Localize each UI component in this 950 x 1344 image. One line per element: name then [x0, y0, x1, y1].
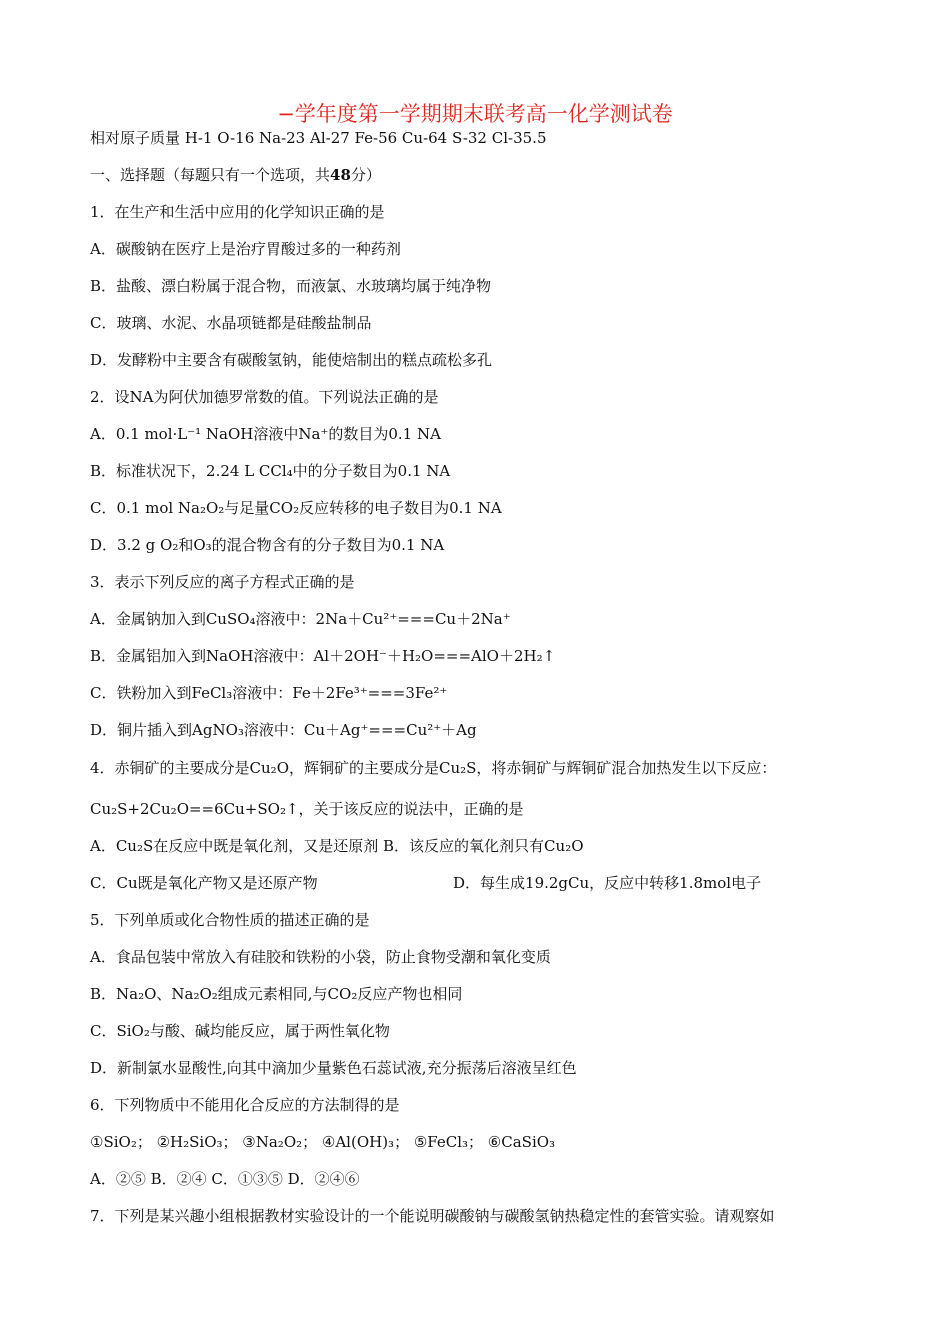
q2-option-c: C．0.1 mol Na₂O₂与足量CO₂反应转移的电子数目为0.1 NA: [90, 499, 502, 517]
section-heading-post: 分）: [350, 166, 381, 184]
q4-option-d: D．每生成19.2gCu，反应中转移1.8mol电子: [453, 874, 762, 892]
question-5: 5．下列单质或化合物性质的描述正确的是: [90, 911, 370, 929]
section-score: 48: [330, 166, 351, 184]
question-1: 1．在生产和生活中应用的化学知识正确的是: [90, 203, 385, 221]
q3-option-a: A．金属钠加入到CuSO₄溶液中：2Na＋Cu²⁺===Cu＋2Na⁺: [90, 610, 511, 628]
q3-option-d: D．铜片插入到AgNO₃溶液中：Cu＋Ag⁺===Cu²⁺＋Ag: [90, 721, 477, 739]
question-4: 4．赤铜矿的主要成分是Cu₂O，辉铜矿的主要成分是Cu₂S，将赤铜矿与辉铜矿混合加热发生以下反应：: [90, 759, 777, 777]
q5-option-a: A．食品包装中常放入有硅胶和铁粉的小袋，防止食物受潮和氧化变质: [90, 948, 551, 966]
q5-option-b: B．Na₂O、Na₂O₂组成元素相同,与CO₂反应产物也相同: [90, 985, 463, 1003]
q1-option-b: B．盐酸、漂白粉属于混合物，而液氯、水玻璃均属于纯净物: [90, 277, 492, 295]
q4-equation: Cu₂S+2Cu₂O==6Cu+SO₂↑，关于该反应的说法中，正确的是: [90, 800, 524, 818]
q2-option-b: B．标准状况下，2.24 L CCl₄中的分子数目为0.1 NA: [90, 462, 451, 480]
q5-option-c: C．SiO₂与酸、碱均能反应，属于两性氧化物: [90, 1022, 390, 1040]
section-heading: [90, 165, 381, 185]
question-2: 2．设NA为阿伏加德罗常数的值。下列说法正确的是: [90, 388, 439, 406]
section-heading-pre: 一、选择题（每题只有一个选项，共: [90, 166, 331, 184]
q4-option-c: C．Cu既是氧化产物又是还原产物: [90, 874, 318, 892]
q3-option-b: B．金属铝加入到NaOH溶液中：Al＋2OH⁻＋H₂O===AlO＋2H₂↑: [90, 647, 556, 665]
question-7: 7．下列是某兴趣小组根据教材实验设计的一个能说明碳酸钠与碳酸氢钠热稳定性的套管实验。请观察如: [90, 1207, 775, 1225]
q1-option-a: A．碳酸钠在医疗上是治疗胃酸过多的一种药剂: [90, 240, 401, 258]
atomic-masses: 相对原子质量 H-1 O-16 Na-23 Al-27 Fe-56 Cu-64 S-32 Cl-35.5: [90, 129, 547, 147]
q2-option-d: D．3.2 g O₂和O₃的混合物含有的分子数目为0.1 NA: [90, 536, 445, 554]
q1-option-c: C．玻璃、水泥、水晶项链都是硅酸盐制品: [90, 314, 372, 332]
question-6: 6．下列物质中不能用化合反应的方法制得的是: [90, 1096, 400, 1114]
q1-option-d: D．发酵粉中主要含有碳酸氢钠，能使焙制出的糕点疏松多孔: [90, 351, 493, 369]
question-3: 3．表示下列反应的离子方程式正确的是: [90, 573, 355, 591]
q2-option-a: A．0.1 mol·L⁻¹ NaOH溶液中Na⁺的数目为0.1 NA: [90, 425, 441, 443]
q5-option-d: D．新制氯水显酸性,向其中滴加少量紫色石蕊试液,充分振荡后溶液呈红色: [90, 1059, 577, 1077]
q6-items: ①SiO₂； ②H₂SiO₃； ③Na₂O₂； ④Al(OH)₃； ⑤FeCl₃； ⑥CaSiO₃: [90, 1133, 556, 1151]
q4-options-ab: A．Cu₂S在反应中既是氧化剂，又是还原剂 B．该反应的氧化剂只有Cu₂O: [90, 837, 584, 855]
q3-option-c: C．铁粉加入到FeCl₃溶液中：Fe＋2Fe³⁺===3Fe²⁺: [90, 684, 448, 702]
doc-title: −学年度第一学期期末联考高一化学测试卷: [277, 102, 673, 126]
q6-options: A．②⑤ B．②④ C．①③⑤ D．②④⑥: [90, 1170, 360, 1188]
